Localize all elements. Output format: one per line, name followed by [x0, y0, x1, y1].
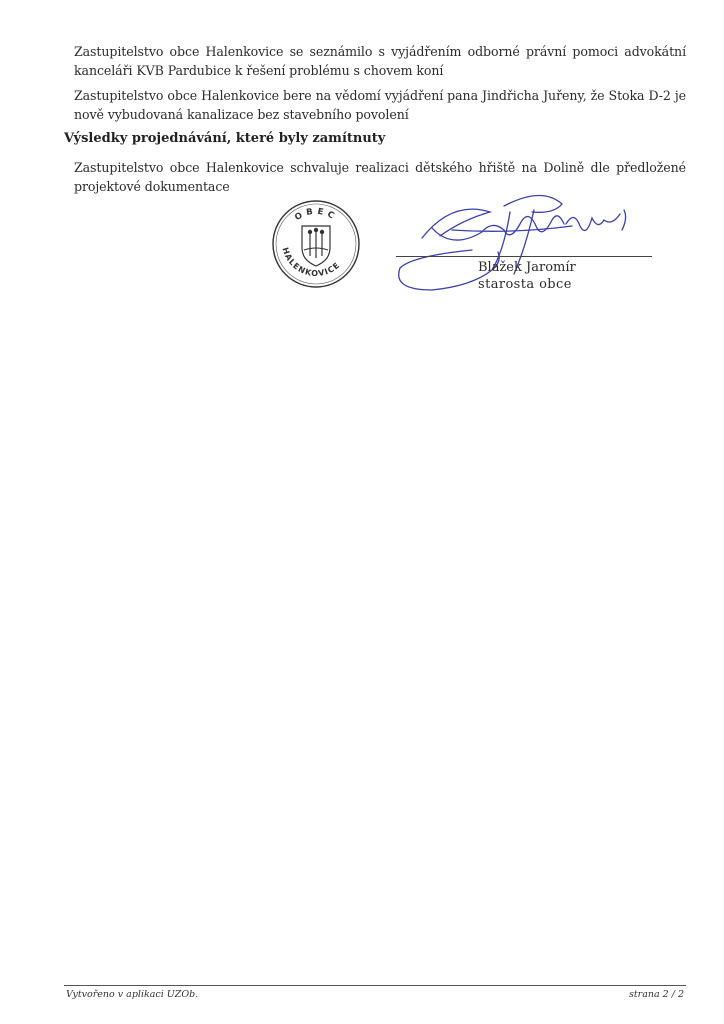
- signer-name: Blažek Jaromír: [478, 260, 576, 275]
- signer-role: starosta obce: [478, 277, 572, 292]
- svg-text:OBEC: [293, 207, 339, 224]
- municipal-stamp-icon: [268, 198, 364, 290]
- stamp-top-text: OBEC: [293, 206, 340, 224]
- paragraph-sewer-statement: Zastupitelstvo obce Halenkovice bere na vědomí vyjádření pana Jindřicha Juřeny, že Stoka D-2 je nově vybudovaná kanalizace bez stavebního povolení: [74, 88, 686, 122]
- footer-page-number: strana 2 / 2: [628, 989, 684, 1000]
- signature-line: [396, 256, 652, 257]
- rejected-item-playground: Zastupitelstvo obce Halenkovice schvaluje realizaci dětského hřiště na Dolině dle předložené projektové dokumentace: [74, 160, 686, 194]
- footer-app-note: Vytvořeno v aplikaci UZOb.: [66, 989, 199, 1000]
- rejected-results-heading: Výsledky projednávání, které byly zamítnuty: [64, 131, 386, 146]
- svg-text:HALENKOVICE: [280, 246, 341, 278]
- paragraph-legal-opinion: Zastupitelstvo obce Halenkovice se seznámilo s vyjádřením odborné právní pomoci advokátní kanceláři KVB Pardubice k řešení problému s chovem koní: [74, 44, 686, 78]
- footer-divider: [64, 985, 686, 986]
- stamp-bottom-text: HALENKOVICE: [280, 246, 342, 279]
